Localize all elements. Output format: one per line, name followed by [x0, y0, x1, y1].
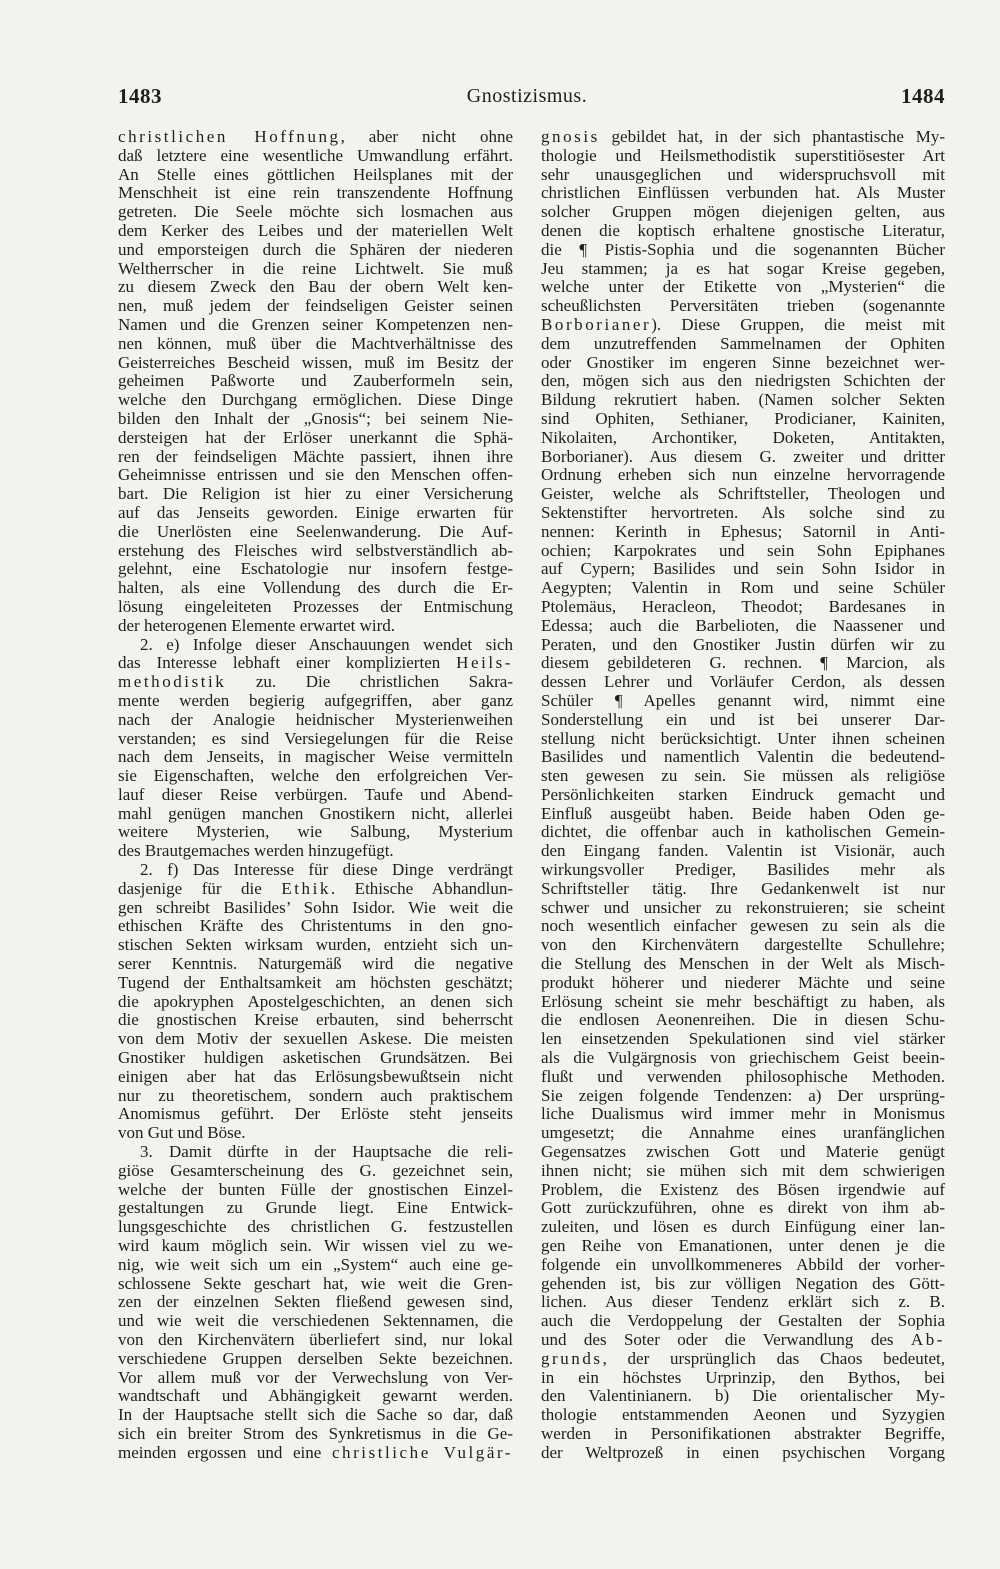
text-line: lichen. Aus dieser Tendenz erklärt sich z. B.: [541, 1293, 945, 1312]
text-line: dem unzutreffenden Sammelnamen der Ophiten: [541, 334, 945, 353]
text-line: nach dem Jenseits, in magischer Weise vermitteln: [118, 748, 513, 767]
text-line: gelehnt, eine Eschatologie nur insofern festge-: [118, 560, 513, 579]
text-line: die gnostischen Kreise erbauten, sind beherrscht: [118, 1011, 513, 1030]
text-line: weitere Mysterien, wie Salbung, Mysterium: [118, 823, 513, 842]
text-line: von dem Motiv der sexuellen Askese. Die meisten: [118, 1030, 513, 1049]
text-line: daß letztere eine wesentliche Umwandlung erfährt.: [118, 146, 513, 165]
text-line: stischen Sekten wirksam wurden, entzieht sich un-: [118, 936, 513, 955]
text-line: von Gut und Böse.: [118, 1124, 246, 1143]
text-line: die Stellung des Menschen in der Welt als Misch-: [541, 955, 945, 974]
text-line: sie Eigenschaften, welche den erfolgreichen Ver-: [118, 767, 513, 786]
text-line: methodistik zu. Die christlichen Sakra-: [118, 673, 513, 692]
text-line: Geister, welche als Schriftsteller, Theologen und: [541, 485, 945, 504]
text-line: ochien; Karpokrates und sein Sohn Epiphanes: [541, 541, 945, 560]
text-line: Namen und die Grenzen seiner Kompetenzen nen-: [118, 315, 513, 334]
text-line: schwer und unsicher zu rekonstruieren; sie scheint: [541, 898, 945, 917]
text-line: 2. e) Infolge dieser Anschauungen wendet sich: [140, 635, 513, 654]
text-line: Geisterreiches Bescheid wissen, muß im Besitz der: [118, 353, 513, 372]
text-line: und wie weit die verschiedenen Sektennamen, die: [118, 1312, 513, 1331]
text-line: Erlösung scheint sie mehr beschäftigt zu haben, als: [541, 992, 945, 1011]
text-line: die Unerlösten eine Seelenwanderung. Die Auf-: [118, 522, 513, 541]
text-line: stellung nicht berücksichtigt. Unter ihnen scheinen: [541, 729, 945, 748]
text-line: Tugend der Enthaltsamkeit am höchsten geschätzt;: [118, 973, 513, 992]
spaced-emphasis: grunds: [541, 1349, 603, 1368]
text-line: Sonderstellung ein und ist bei unserer Dar-: [541, 710, 945, 729]
text-line: denen die koptisch erhaltene gnostische Literatur,: [541, 221, 945, 240]
text-line: Basilides und namentlich Valentin die bedeutend-: [541, 748, 945, 767]
text-line: der heterogenen Elemente erwartet wird.: [118, 616, 396, 635]
text-line: sich ein breiter Strom des Synkretismus in die Ge-: [118, 1424, 513, 1443]
text-line: Anomismus geführt. Der Erlöste steht jenseits: [118, 1105, 513, 1124]
text-line: werden in Personifikationen abstrakter Begriffe,: [541, 1424, 945, 1443]
text-line: nach der Analogie heidnischer Mysterienweihen: [118, 710, 513, 729]
text-line: dem Kerker des Leibes und der materiellen Welt: [118, 221, 513, 240]
text-line: Borborianer). Diese Gruppen, die meist mit: [541, 315, 945, 334]
text-line: gen schreibt Basilides’ Sohn Isidor. Wie weit die: [118, 898, 513, 917]
paragraph: [118, 861, 513, 1143]
text-line: als die Vulgärgnosis von griechischem Geist beein-: [541, 1049, 945, 1068]
text-line: nen, muß jedem der feindseligen Geister seinen: [118, 297, 513, 316]
text-line: Persönlichkeiten starken Eindruck gemacht und: [541, 785, 945, 804]
text-line: umgesetzt; die Annahme eines uranfänglichen: [541, 1124, 945, 1143]
paragraph: [118, 128, 513, 636]
text-line: auch die Verdoppelung der Gestalten der Sophia: [541, 1312, 945, 1331]
text-line: Schüler ¶ Apelles genannt wird, nimmt eine: [541, 691, 945, 710]
text-line: produkt höherer und niederer Mächte und seine: [541, 973, 945, 992]
text-line: ren der feindseligen Mächte passiert, ihnen ihre: [118, 447, 513, 466]
text-line: zu diesem Zweck den Bau der obern Welt ken-: [118, 278, 513, 297]
text-line: von den Kirchenvätern dargestellte Schullehre;: [541, 936, 945, 955]
text-line: gestaltungen zu Grunde liegt. Eine Entwick-: [118, 1199, 513, 1218]
text-line: schlossene Sekte geschart hat, wie weit die Gren-: [118, 1274, 513, 1293]
text-line: die apokryphen Apostelgeschichten, an denen sich: [118, 992, 513, 1011]
text-line: lungsgeschichte des christlichen G. festzustellen: [118, 1218, 513, 1237]
text-line: Ordnung erheben sich nun einzelne hervorragende: [541, 466, 945, 485]
text-line: der Weltprozeß in einen psychischen Vorgang: [541, 1443, 945, 1462]
text-line: und des Soter oder die Verwandlung des Ab-: [541, 1331, 945, 1349]
text-line: zen der einzelnen Sekten fließend gewesen sind,: [118, 1293, 513, 1312]
text-line: den, mögen sich aus den niedrigsten Schichten der: [541, 372, 945, 391]
text-line: Menschheit ist eine rein transzendente Hoffnung: [118, 184, 513, 203]
text-line: welche unter der Etikette von „Mysterien“ die: [541, 278, 945, 297]
text-line: Problem, die Existenz des Bösen irgendwie auf: [541, 1180, 945, 1199]
text-line: thologie entstammenden Aeonen und Syzygien: [541, 1406, 945, 1425]
text-line: den Valentinianern. b) Die orientalischer My-: [541, 1387, 945, 1406]
text-line: getreten. Die Seele möchte sich losmachen aus: [118, 203, 513, 222]
text-line: dichtet, die offenbar auch in katholischen Gemein-: [541, 823, 945, 842]
text-line: mahl genügen manchen Gnostikern nicht, allerlei: [118, 804, 513, 823]
spaced-emphasis: Borborianer: [541, 315, 652, 334]
text-line: grunds, der ursprünglich das Chaos bedeutet,: [541, 1349, 945, 1368]
text-line: serer Kenntnis. Naturgemäß wird die negative: [118, 955, 513, 974]
text-line: Sektenstifter hervortreten. Als solche sind zu: [541, 503, 945, 522]
text-line: verschiedene Gruppen derselben Sekte bezeichnen.: [118, 1349, 513, 1368]
text-line: die ¶ Pistis-Sophia und die sogenannten Bücher: [541, 240, 945, 259]
page-number-right: 1484: [901, 84, 945, 108]
text-line: nur zu theoretischem, sondern auch praktischem: [118, 1086, 513, 1105]
spaced-emphasis: christliche Vulgär-: [331, 1443, 513, 1462]
text-line: Aegypten; Valentin in Rom und seine Schüler: [541, 579, 945, 598]
text-line: Bildung rekrutiert haben. (Namen solcher Sekten: [541, 391, 945, 410]
text-line: oder Gnostiker im engeren Sinne bezeichnet wer-: [541, 353, 945, 372]
text-line: folgende ein unvollkommeneres Abbild der vorher-: [541, 1255, 945, 1274]
paragraph: [541, 128, 945, 1463]
text-line: nen können, muß über die Machtverhältnisse des: [118, 334, 513, 353]
text-line: wandtschaft und Abhängigkeit gewarnt werden.: [118, 1387, 513, 1406]
text-line: scheußlichsten Perversitäten trieben (sogenannte: [541, 297, 945, 316]
text-line: gehenden ist, bis zur völligen Negation des Gött-: [541, 1274, 945, 1293]
text-line: welche der bunten Fülle der gnostischen Einzel-: [118, 1180, 513, 1199]
text-line: giöse Gesamterscheinung des G. gezeichnet sein,: [118, 1161, 513, 1180]
text-line: lösung eingeleiteten Prozesses der Entmischung: [118, 597, 513, 616]
text-line: einigen aber hat das Erlösungsbewußtsein nicht: [118, 1067, 513, 1086]
text-line: verstanden; es sind Versiegelungen für die Reise: [118, 729, 513, 748]
text-line: 2. f) Das Interesse für diese Dinge verdrängt: [140, 861, 513, 880]
text-line: Edessa; auch die Barbelioten, die Naassener und: [541, 616, 945, 635]
text-line: geheimen Paßworte und Zauberformeln sein,: [118, 372, 513, 391]
text-line: Borborianer). Aus diesem G. zweiter und dritter: [541, 447, 945, 466]
text-line: An Stelle eines göttlichen Heilsplanes mit der: [118, 165, 513, 184]
text-line: auf das Jenseits geworden. Einige erwarten für: [118, 503, 513, 522]
text-line: ethischen Kräfte des Christentums in den gno-: [118, 917, 513, 936]
text-line: Sie zeigen folgende Tendenzen: a) Der ursprüng-: [541, 1086, 945, 1105]
text-line: Jeu stammen; ja es hat sogar Kreise gegeben,: [541, 259, 945, 278]
text-line: halten, als eine Vollendung des durch die Er-: [118, 579, 513, 598]
text-line: nennen: Kerinth in Ephesus; Satornil in Anti-: [541, 522, 945, 541]
text-line: dasjenige für die Ethik. Ethische Abhandlun-: [118, 879, 513, 898]
text-line: den Eingang fanden. Valentin ist Visionär, auch: [541, 842, 945, 861]
text-line: das Interesse lebhaft einer komplizierten Heils-: [118, 654, 513, 673]
text-line: diesem gebildeteren G. rechnen. ¶ Marcion, als: [541, 654, 945, 673]
text-line: die endlosen Aeonenreihen. Die in diesen Schu-: [541, 1011, 945, 1030]
text-line: Schriftsteller tätig. Ihre Gedankenwelt ist nur: [541, 879, 945, 898]
text-line: christlichen Einflüssen verbunden hat. Als Muster: [541, 184, 945, 203]
paragraph: [118, 636, 513, 862]
text-line: zuleiten, und lösen es durch Einfügung einer lan-: [541, 1218, 945, 1237]
text-line: wirkungsvoller Prediger, Basilides mehr als: [541, 861, 945, 880]
page-number-left: 1483: [118, 84, 162, 108]
text-line: 3. Damit dürfte in der Hauptsache die reli-: [140, 1143, 513, 1162]
text-line: dersteigen hat der Erlöser unerkannt die Sphä-: [118, 428, 513, 447]
text-line: lauf dieser Reise verbürgen. Taufe und Abend-: [118, 785, 513, 804]
text-line: Geheimnisse entrissen und sie den Menschen offen-: [118, 466, 513, 485]
spaced-emphasis: methodistik: [118, 673, 227, 692]
right-column: [541, 128, 945, 1463]
text-line: christlichen Hoffnung, aber nicht ohne: [118, 128, 513, 146]
spaced-emphasis: Ethik: [281, 879, 331, 898]
text-line: noch wesentlich einfacher gewesen zu sein als die: [541, 917, 945, 936]
text-line: Gott zurückzuführen, ohne es direkt von ihm ab-: [541, 1199, 945, 1218]
text-line: Gnostiker huldigen asketischen Grundsätzen. Bei: [118, 1049, 513, 1068]
text-line: mente werden begierig aufgegriffen, aber ganz: [118, 691, 513, 710]
text-line: sten gewesen zu sein. Sie müssen als religiöse: [541, 767, 945, 786]
text-line: dessen Lehrer und Vorläufer Cerdon, als dessen: [541, 673, 945, 692]
text-line: Nikolaiten, Archontiker, Doketen, Antitakten,: [541, 428, 945, 447]
text-line: len einsetzenden Spekulationen sind viel stärker: [541, 1030, 945, 1049]
paragraph: [118, 1143, 513, 1463]
text-line: meinden ergossen und eine christliche Vulgär-: [118, 1443, 513, 1462]
text-line: Vor allem muß vor der Verwechslung von Ver-: [118, 1368, 513, 1387]
text-line: welche den Durchgang ermöglichen. Diese Dinge: [118, 391, 513, 410]
spaced-emphasis: gnosis: [541, 128, 600, 146]
text-line: bilden den Inhalt der „Gnosis“; bei seinem Nie-: [118, 409, 513, 428]
text-line: gen Reihe von Emanationen, unter denen je die: [541, 1237, 945, 1256]
running-head-title: Gnostizismus.: [466, 85, 588, 107]
text-line: Weltherrscher in die reine Lichtwelt. Sie muß: [118, 259, 513, 278]
spaced-emphasis: Heils-: [456, 654, 513, 673]
text-line: sind Ophiten, Sethianer, Prodicianer, Kainiten,: [541, 409, 945, 428]
text-line: nig, wie weit sich um ein „System“ auch eine ge-: [118, 1255, 513, 1274]
text-line: sehr unausgeglichen und widerspruchsvoll mit: [541, 165, 945, 184]
text-line: Ptolemäus, Heracleon, Theodot; Bardesanes in: [541, 597, 945, 616]
text-line: des Brautgemaches werden hinzugefügt.: [118, 842, 394, 861]
text-line: liche Dualismus wird immer mehr in Monismus: [541, 1105, 945, 1124]
text-line: flußt und verwenden philosophische Methoden.: [541, 1067, 945, 1086]
text-line: Peraten, und den Gnostiker Justin dürfen wir zu: [541, 635, 945, 654]
text-line: und emporsteigen durch die Sphären der niederen: [118, 240, 513, 259]
text-line: erstehung des Fleisches wird selbstverständlich ab-: [118, 541, 513, 560]
text-line: Einfluß ausgeübt haben. Beide haben Oden ge-: [541, 804, 945, 823]
text-line: auf Cypern; Basilides und sein Sohn Isidor in: [541, 560, 945, 579]
text-line: bart. Die Religion ist hier zu einer Versicherung: [118, 485, 513, 504]
left-column: [118, 128, 513, 1463]
text-line: in ein höchstes Urprinzip, den Bythos, bei: [541, 1368, 945, 1387]
text-line: wird kaum möglich sein. Wir wissen viel zu we-: [118, 1237, 513, 1256]
spaced-emphasis: christlichen Hoffnung: [118, 128, 341, 146]
text-line: thologie und Heilsmethodistik superstitiösester Art: [541, 146, 945, 165]
text-line: Gegensatzes zwischen Gott und Materie genügt: [541, 1143, 945, 1162]
text-line: gnosis gebildet hat, in der sich phantastische My-: [541, 128, 945, 146]
text-line: In der Hauptsache stellt sich die Sache so dar, daß: [118, 1406, 513, 1425]
text-line: von den Kirchenvätern überliefert sind, nur lokal: [118, 1331, 513, 1349]
spaced-emphasis: Ab-: [910, 1331, 945, 1349]
text-line: solcher Gruppen mögen diejenigen gelten, aus: [541, 203, 945, 222]
text-line: ihnen nicht; sie mühen sich mit dem schwierigen: [541, 1161, 945, 1180]
